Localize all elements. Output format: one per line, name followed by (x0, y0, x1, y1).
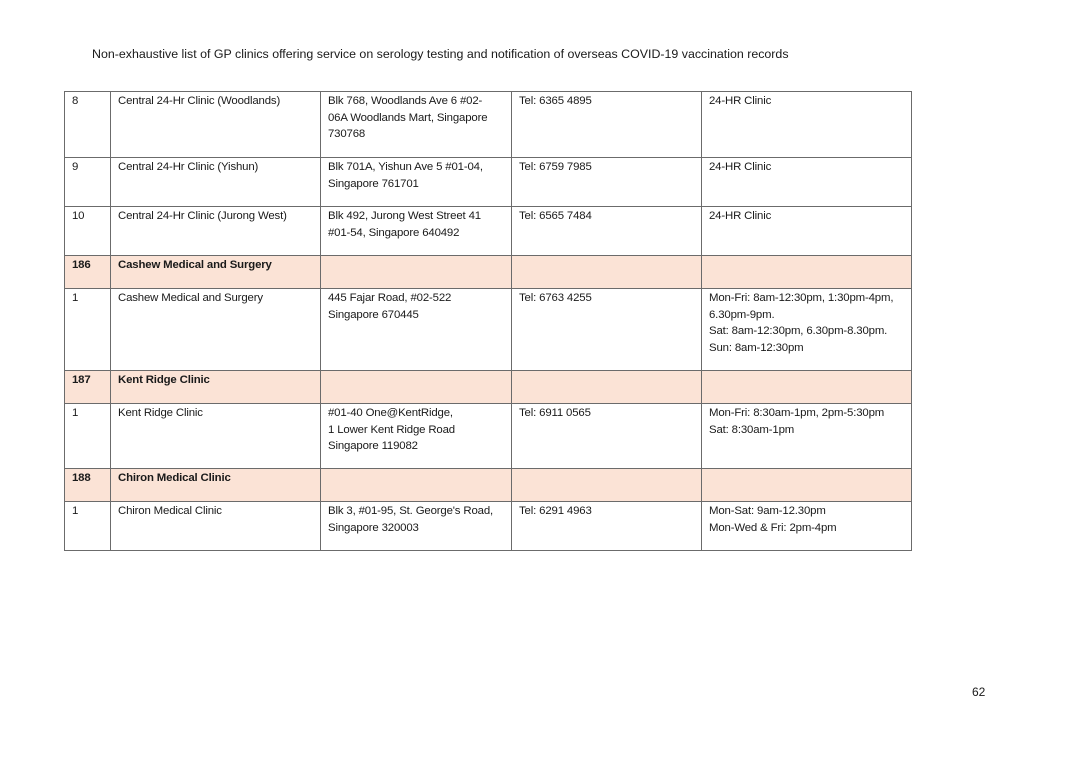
group-name: Kent Ridge Clinic (111, 371, 321, 404)
clinic-hours: 24-HR Clinic (702, 92, 912, 158)
clinic-row (65, 502, 912, 551)
row-number: 1 (65, 404, 111, 469)
row-number: 10 (65, 207, 111, 256)
clinic-row (65, 207, 912, 256)
clinic-name: Cashew Medical and Surgery (111, 289, 321, 371)
row-number: 1 (65, 289, 111, 371)
clinic-telephone: Tel: 6365 4895 (512, 92, 702, 158)
clinic-name: Central 24-Hr Clinic (Yishun) (111, 158, 321, 207)
group-number: 187 (65, 371, 111, 404)
clinic-address: #01-40 One@KentRidge, 1 Lower Kent Ridge Road Singapore 119082 (321, 404, 512, 469)
empty-cell (702, 371, 912, 404)
clinic-row (65, 92, 912, 158)
empty-cell (321, 371, 512, 404)
clinic-telephone: Tel: 6911 0565 (512, 404, 702, 469)
clinic-address: 445 Fajar Road, #02-522 Singapore 670445 (321, 289, 512, 371)
clinic-address: Blk 701A, Yishun Ave 5 #01-04, Singapore 761701 (321, 158, 512, 207)
clinic-telephone: Tel: 6565 7484 (512, 207, 702, 256)
empty-cell (321, 256, 512, 289)
clinic-hours: Mon-Fri: 8:30am-1pm, 2pm-5:30pm Sat: 8:30am-1pm (702, 404, 912, 469)
clinic-address: Blk 768, Woodlands Ave 6 #02- 06A Woodlands Mart, Singapore 730768 (321, 92, 512, 158)
clinic-row (65, 404, 912, 469)
clinic-hours: Mon-Sat: 9am-12.30pm Mon-Wed & Fri: 2pm-4pm (702, 502, 912, 551)
clinic-row (65, 289, 912, 371)
clinic-telephone: Tel: 6763 4255 (512, 289, 702, 371)
row-number: 1 (65, 502, 111, 551)
clinic-row (65, 158, 912, 207)
clinic-name: Central 24-Hr Clinic (Jurong West) (111, 207, 321, 256)
clinic-name: Chiron Medical Clinic (111, 502, 321, 551)
clinic-address: Blk 3, #01-95, St. George's Road, Singapore 320003 (321, 502, 512, 551)
clinic-name: Central 24-Hr Clinic (Woodlands) (111, 92, 321, 158)
clinic-group-row (65, 469, 912, 502)
empty-cell (702, 469, 912, 502)
document-title: Non-exhaustive list of GP clinics offering service on serology testing and notification of overseas COVID-19 vaccination records (92, 47, 789, 61)
clinic-group-row (65, 256, 912, 289)
clinic-table (64, 91, 912, 551)
group-name: Cashew Medical and Surgery (111, 256, 321, 289)
group-name: Chiron Medical Clinic (111, 469, 321, 502)
clinic-hours: 24-HR Clinic (702, 207, 912, 256)
empty-cell (512, 256, 702, 289)
row-number: 8 (65, 92, 111, 158)
row-number: 9 (65, 158, 111, 207)
group-number: 188 (65, 469, 111, 502)
empty-cell (702, 256, 912, 289)
page-number: 62 (972, 685, 986, 699)
empty-cell (512, 371, 702, 404)
group-number: 186 (65, 256, 111, 289)
clinic-telephone: Tel: 6759 7985 (512, 158, 702, 207)
empty-cell (321, 469, 512, 502)
empty-cell (512, 469, 702, 502)
clinic-hours: Mon-Fri: 8am-12:30pm, 1:30pm-4pm, 6.30pm-9pm. Sat: 8am-12:30pm, 6.30pm-8.30pm. Sun: 8am-12:30pm (702, 289, 912, 371)
clinic-group-row (65, 371, 912, 404)
clinic-address: Blk 492, Jurong West Street 41 #01-54, Singapore 640492 (321, 207, 512, 256)
clinic-hours: 24-HR Clinic (702, 158, 912, 207)
clinic-telephone: Tel: 6291 4963 (512, 502, 702, 551)
clinic-name: Kent Ridge Clinic (111, 404, 321, 469)
